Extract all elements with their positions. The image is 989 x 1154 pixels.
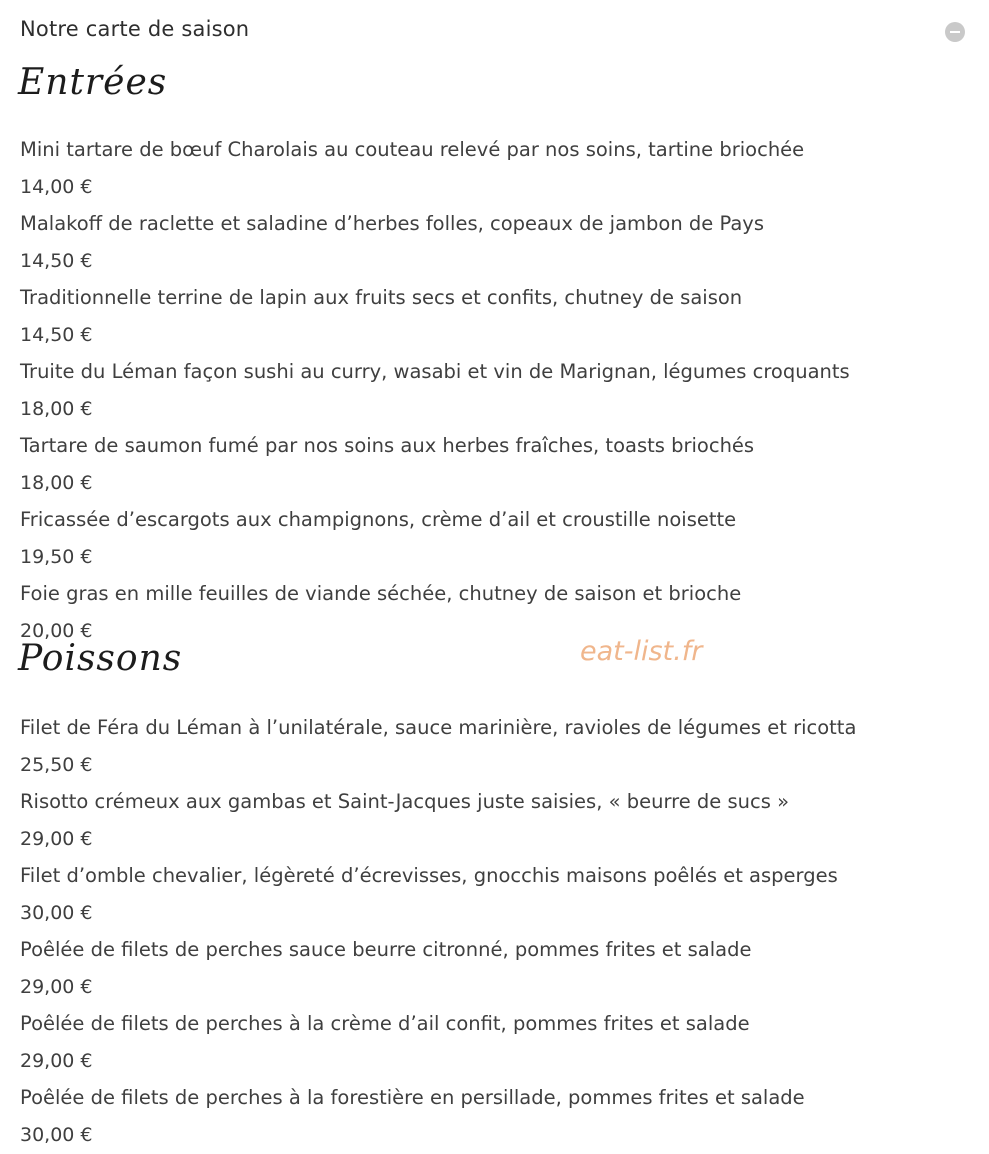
item-price: 18,00 €: [20, 398, 93, 420]
item-name: Foie gras en mille feuilles de viande séchée, chutney de saison et brioche: [20, 582, 742, 605]
entrees-list: [20, 132, 970, 650]
item-price: 14,50 €: [20, 324, 93, 346]
item-price: 29,00 €: [20, 828, 93, 850]
menu-item: [20, 428, 970, 502]
item-name: Filet de Féra du Léman à l’unilatérale, sauce marinière, ravioles de légumes et ricotta: [20, 716, 857, 739]
item-price: 30,00 €: [20, 902, 93, 924]
page-title: Notre carte de saison: [20, 17, 250, 41]
menu-item: [20, 502, 970, 576]
item-name: Tartare de saumon fumé par nos soins aux herbes fraîches, toasts briochés: [20, 434, 755, 457]
item-price: 19,50 €: [20, 546, 93, 568]
menu-item: [20, 710, 970, 784]
section-title-entrees: Entrées: [18, 62, 168, 103]
item-name: Filet d’omble chevalier, légèreté d’écrevisses, gnocchis maisons poêlés et asperges: [20, 864, 838, 887]
menu-item: [20, 354, 970, 428]
item-name: Fricassée d’escargots aux champignons, crème d’ail et croustille noisette: [20, 508, 737, 531]
menu-item: [20, 932, 970, 1006]
menu-item: [20, 280, 970, 354]
menu-item: [20, 1080, 970, 1154]
item-price: 29,00 €: [20, 1050, 93, 1072]
item-name: Poêlée de filets de perches à la crème d’ail confit, pommes frites et salade: [20, 1012, 750, 1035]
item-name: Poêlée de filets de perches à la forestière en persillade, pommes frites et salade: [20, 1086, 805, 1109]
poissons-list: [20, 710, 970, 1154]
menu-item: [20, 206, 970, 280]
item-price: 14,50 €: [20, 250, 93, 272]
item-name: Malakoff de raclette et saladine d’herbes folles, copeaux de jambon de Pays: [20, 212, 764, 235]
item-name: Traditionnelle terrine de lapin aux fruits secs et confits, chutney de saison: [20, 286, 743, 309]
menu-item: [20, 132, 970, 206]
item-price: 29,00 €: [20, 976, 93, 998]
section-title-poissons: Poissons: [18, 638, 183, 679]
menu-item: [20, 1006, 970, 1080]
item-name: Mini tartare de bœuf Charolais au couteau relevé par nos soins, tartine briochée: [20, 138, 805, 161]
menu-item: [20, 858, 970, 932]
item-price: 14,00 €: [20, 176, 93, 198]
item-name: Risotto crémeux aux gambas et Saint-Jacques juste saisies, « beurre de sucs »: [20, 790, 790, 813]
item-price: 25,50 €: [20, 754, 93, 776]
item-name: Poêlée de filets de perches sauce beurre citronné, pommes frites et salade: [20, 938, 752, 961]
watermark: eat-list.fr: [580, 636, 703, 667]
item-price: 18,00 €: [20, 472, 93, 494]
menu-item: [20, 784, 970, 858]
menu-header: [0, 0, 989, 62]
minus-circle-icon[interactable]: [945, 22, 965, 42]
item-price: 20,00 €: [20, 620, 93, 642]
item-price: 30,00 €: [20, 1124, 93, 1146]
item-name: Truite du Léman façon sushi au curry, wasabi et vin de Marignan, légumes croquants: [20, 360, 850, 383]
